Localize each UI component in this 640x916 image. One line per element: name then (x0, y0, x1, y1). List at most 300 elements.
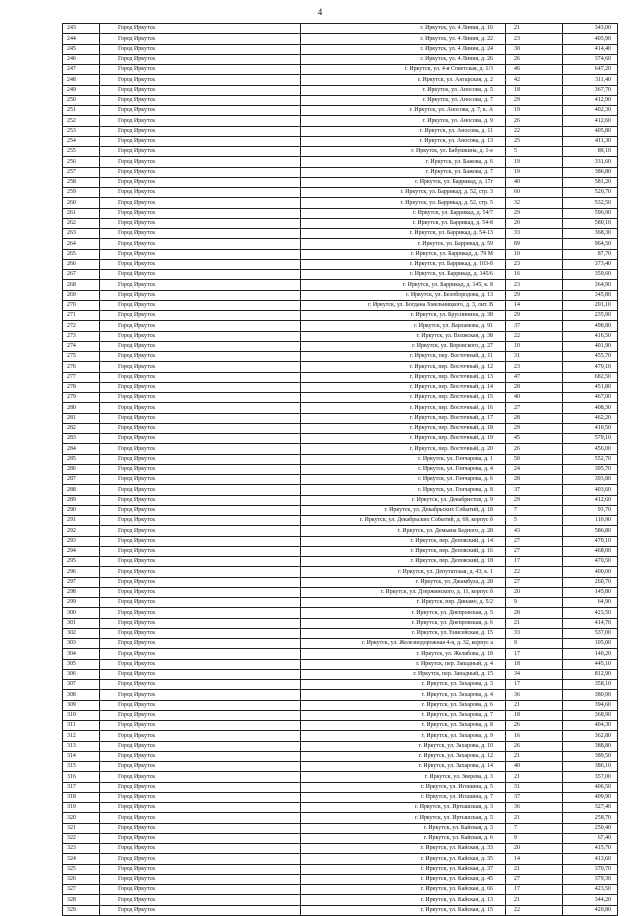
area-cell: 311,40 (563, 75, 618, 85)
area-cell: 343,00 (563, 24, 618, 34)
apartments-cell: 46 (506, 65, 563, 75)
address-cell: г. Иркутск, ул. 4 Линия, д. 24 (301, 44, 506, 54)
city-cell: Город Иркутск (100, 608, 301, 618)
row-number: 282 (63, 423, 100, 433)
city-cell: Город Иркутск (100, 116, 301, 126)
city-cell: Город Иркутск (100, 587, 301, 597)
area-cell: 416,50 (563, 331, 618, 341)
row-number: 243 (63, 24, 100, 34)
city-cell: Город Иркутск (100, 782, 301, 792)
address-cell: г. Иркутск, ул. Демьяна Бедного, д. 28 (301, 526, 506, 536)
city-cell: Город Иркутск (100, 44, 301, 54)
city-cell: Город Иркутск (100, 54, 301, 64)
address-cell: г. Иркутск, ул. Баррикад, д. 17г (301, 177, 506, 187)
address-cell: г. Иркутск, ул. Кайская, д. 13 (301, 895, 506, 905)
address-cell: г. Иркутск, ул. Кайская, д. 6 (301, 833, 506, 843)
table-row (63, 485, 618, 495)
row-number: 310 (63, 710, 100, 720)
row-number: 245 (63, 44, 100, 54)
apartments-cell: 36 (506, 803, 563, 813)
table-row (63, 475, 618, 485)
table-row (63, 669, 618, 679)
area-cell: 400,00 (563, 567, 618, 577)
city-cell: Город Иркутск (100, 485, 301, 495)
city-cell: Город Иркутск (100, 536, 301, 546)
table-row (63, 188, 618, 198)
city-cell: Город Иркутск (100, 598, 301, 608)
address-cell: г. Иркутск, пер. Восточный, д. 14 (301, 382, 506, 392)
apartments-cell: 28 (506, 382, 563, 392)
city-cell: Город Иркутск (100, 700, 301, 710)
row-number: 273 (63, 331, 100, 341)
area-cell: 580,10 (563, 218, 618, 228)
address-cell: г. Иркутск, ул. Баррикад, д. 54/7 (301, 208, 506, 218)
area-cell: 401,90 (563, 341, 618, 351)
address-cell: г. Иркутск, ул. Баррикад, д. 145/6 (301, 270, 506, 280)
address-cell: г. Иркутск, ул. Аносова, д. 11 (301, 126, 506, 136)
area-cell: 201,10 (563, 300, 618, 310)
table-row (63, 403, 618, 413)
apartments-cell: 22 (506, 331, 563, 341)
apartments-cell: 26 (506, 54, 563, 64)
area-cell: 456,00 (563, 444, 618, 454)
row-number: 269 (63, 290, 100, 300)
area-cell: 87,70 (563, 249, 618, 259)
area-cell: 470,50 (563, 557, 618, 567)
row-number: 264 (63, 239, 100, 249)
area-cell: 89,10 (563, 147, 618, 157)
row-number: 297 (63, 577, 100, 587)
area-cell: 405,80 (563, 126, 618, 136)
city-cell: Город Иркутск (100, 813, 301, 823)
address-cell: г. Иркутск, ул. Кайская, д. 45 (301, 874, 506, 884)
address-cell: г. Иркутск, ул. Кайская, д. 37 (301, 864, 506, 874)
row-number: 244 (63, 34, 100, 44)
table-row (63, 382, 618, 392)
address-cell: г. Иркутск, ул. Баррикад, д. 54-8 (301, 218, 506, 228)
row-number: 286 (63, 464, 100, 474)
area-cell: 140,20 (563, 649, 618, 659)
row-number: 298 (63, 587, 100, 597)
table-row (63, 198, 618, 208)
address-cell: г. Иркутск, ул. Игошина, д. 7 (301, 792, 506, 802)
apartments-cell: 27 (506, 577, 563, 587)
table-row (63, 567, 618, 577)
area-cell: 423,50 (563, 885, 618, 895)
housing-table (62, 23, 618, 916)
address-cell: г. Иркутск, ул. Баррикад, д. 59 (301, 239, 506, 249)
apartments-cell: 40 (506, 762, 563, 772)
row-number: 271 (63, 311, 100, 321)
city-cell: Город Иркутск (100, 65, 301, 75)
area-cell: 423,50 (563, 608, 618, 618)
address-cell: г. Иркутск, ул. Кайская, д. 66 (301, 885, 506, 895)
area-cell: 455,70 (563, 352, 618, 362)
apartments-cell: 89 (506, 239, 563, 249)
table-row (63, 75, 618, 85)
address-cell: г. Иркутск, ул. Белобородова, д. 13 (301, 290, 506, 300)
apartments-cell: 26 (506, 741, 563, 751)
apartments-cell: 9 (506, 639, 563, 649)
city-cell: Город Иркутск (100, 690, 301, 700)
row-number: 313 (63, 741, 100, 751)
row-number: 251 (63, 106, 100, 116)
row-number: 252 (63, 116, 100, 126)
apartments-cell: 45 (506, 434, 563, 444)
city-cell: Город Иркутск (100, 434, 301, 444)
apartments-cell: 9 (506, 598, 563, 608)
row-number: 276 (63, 362, 100, 372)
row-number: 315 (63, 762, 100, 772)
area-cell: 367,70 (563, 85, 618, 95)
city-cell: Город Иркутск (100, 803, 301, 813)
city-cell: Город Иркутск (100, 792, 301, 802)
table-row (63, 300, 618, 310)
apartments-cell: 40 (506, 177, 563, 187)
address-cell: г. Иркутск, пер. Восточный, д. 20 (301, 444, 506, 454)
city-cell: Город Иркутск (100, 454, 301, 464)
row-number: 256 (63, 157, 100, 167)
table-row (63, 762, 618, 772)
apartments-cell: 10 (506, 249, 563, 259)
address-cell: г. Иркутск, ул. Кайская, д. 35 (301, 854, 506, 864)
city-cell: Город Иркутск (100, 628, 301, 638)
row-number: 257 (63, 167, 100, 177)
area-cell: 579,10 (563, 434, 618, 444)
row-number: 319 (63, 803, 100, 813)
row-number: 311 (63, 721, 100, 731)
area-cell: 395,70 (563, 464, 618, 474)
area-cell: 67,40 (563, 833, 618, 843)
city-cell: Город Иркутск (100, 208, 301, 218)
address-cell: г. Иркутск, ул. Бажова, д. 6 (301, 157, 506, 167)
apartments-cell: 37 (506, 321, 563, 331)
city-cell: Город Иркутск (100, 341, 301, 351)
address-cell: г. Иркутск, ул. Баррикад, д. 54-13 (301, 229, 506, 239)
address-cell: г. Иркутск, ул. Гончарова, д. 4 (301, 464, 506, 474)
apartments-cell: 29 (506, 208, 563, 218)
area-cell: 406,50 (563, 782, 618, 792)
row-number: 262 (63, 218, 100, 228)
apartments-cell: 20 (506, 218, 563, 228)
apartments-cell: 18 (506, 710, 563, 720)
area-cell: 64,90 (563, 598, 618, 608)
row-number: 301 (63, 618, 100, 628)
row-number: 279 (63, 393, 100, 403)
apartments-cell: 27 (506, 536, 563, 546)
address-cell: г. Иркутск, пер. Деповский, д. 18 (301, 557, 506, 567)
area-cell: 358,10 (563, 680, 618, 690)
apartments-cell: 18 (506, 659, 563, 669)
address-cell: г. Иркутск, ул. Аносова, д. 7, к. А (301, 106, 506, 116)
apartments-cell: 21 (506, 700, 563, 710)
row-number: 280 (63, 403, 100, 413)
area-cell: 532,50 (563, 198, 618, 208)
row-number: 266 (63, 259, 100, 269)
city-cell: Город Иркутск (100, 280, 301, 290)
area-cell: 235,90 (563, 311, 618, 321)
apartments-cell: 26 (506, 721, 563, 731)
apartments-cell: 19 (506, 157, 563, 167)
apartments-cell: 36 (506, 690, 563, 700)
city-cell: Город Иркутск (100, 382, 301, 392)
city-cell: Город Иркутск (100, 577, 301, 587)
table-row (63, 321, 618, 331)
address-cell: г. Иркутск, ул. Захарова, д. 12 (301, 751, 506, 761)
city-cell: Город Иркутск (100, 710, 301, 720)
city-cell: Город Иркутск (100, 423, 301, 433)
address-cell: г. Иркутск, пер. Деповский, д. 14 (301, 536, 506, 546)
table-row (63, 54, 618, 64)
table-row (63, 249, 618, 259)
city-cell: Город Иркутск (100, 546, 301, 556)
table-row (63, 167, 618, 177)
apartments-cell: 16 (506, 731, 563, 741)
apartments-cell: 21 (506, 895, 563, 905)
area-cell: 409,90 (563, 792, 618, 802)
city-cell: Город Иркутск (100, 157, 301, 167)
table-row (63, 290, 618, 300)
city-cell: Город Иркутск (100, 352, 301, 362)
area-cell: 357,00 (563, 772, 618, 782)
area-cell: 258,70 (563, 813, 618, 823)
area-cell: 364,90 (563, 280, 618, 290)
city-cell: Город Иркутск (100, 167, 301, 177)
city-cell: Город Иркутск (100, 885, 301, 895)
apartments-cell: 21 (506, 772, 563, 782)
area-cell: 413,60 (563, 854, 618, 864)
address-cell: г. Иркутск, пер. Деповский, д. 16 (301, 546, 506, 556)
area-cell: 412,60 (563, 116, 618, 126)
table-row (63, 464, 618, 474)
address-cell: г. Иркутск, ул. Днепровская, д. 5 (301, 608, 506, 618)
table-row (63, 126, 618, 136)
table-row (63, 895, 618, 905)
table-row (63, 229, 618, 239)
city-cell: Город Иркутск (100, 762, 301, 772)
apartments-cell: 26 (506, 116, 563, 126)
table-row (63, 639, 618, 649)
city-cell: Город Иркутск (100, 331, 301, 341)
row-number: 261 (63, 208, 100, 218)
city-cell: Город Иркутск (100, 147, 301, 157)
area-cell: 374,60 (563, 54, 618, 64)
area-cell: 327,40 (563, 803, 618, 813)
row-number: 304 (63, 649, 100, 659)
area-cell: 467,00 (563, 393, 618, 403)
area-cell: 647,20 (563, 65, 618, 75)
table-body (63, 24, 618, 916)
address-cell: г. Иркутск, ул. Днепровская, д. 6 (301, 618, 506, 628)
city-cell: Город Иркутск (100, 772, 301, 782)
area-cell: 389,50 (563, 751, 618, 761)
apartments-cell: 26 (506, 444, 563, 454)
area-cell: 462,20 (563, 413, 618, 423)
area-cell: 379,30 (563, 874, 618, 884)
city-cell: Город Иркутск (100, 823, 301, 833)
city-cell: Город Иркутск (100, 464, 301, 474)
address-cell: г. Иркутск, пер. Западный, д. 4 (301, 659, 506, 669)
row-number: 316 (63, 772, 100, 782)
table-row (63, 331, 618, 341)
apartments-cell: 14 (506, 854, 563, 864)
table-row (63, 557, 618, 567)
area-cell: 479,10 (563, 362, 618, 372)
row-number: 281 (63, 413, 100, 423)
apartments-cell: 27 (506, 874, 563, 884)
row-number: 324 (63, 854, 100, 864)
apartments-cell: 16 (506, 270, 563, 280)
table-row (63, 423, 618, 433)
area-cell: 410,50 (563, 423, 618, 433)
row-number: 307 (63, 680, 100, 690)
table-row (63, 536, 618, 546)
city-cell: Город Иркутск (100, 75, 301, 85)
address-cell: г. Иркутск, пер. Западный, д. 15 (301, 669, 506, 679)
table-row (63, 649, 618, 659)
apartments-cell: 27 (506, 403, 563, 413)
address-cell: г. Иркутск, ул. Декабрьских Событий, д. 69, корпус б (301, 516, 506, 526)
address-cell: г. Иркутск, ул. Баррикад, д. 79 М (301, 249, 506, 259)
apartments-cell: 21 (506, 618, 563, 628)
address-cell: г. Иркутск, ул. Баррикад, д. 52, стр. 5 (301, 198, 506, 208)
table-row (63, 136, 618, 146)
row-number: 323 (63, 844, 100, 854)
city-cell: Город Иркутск (100, 106, 301, 116)
row-number: 306 (63, 669, 100, 679)
apartments-cell: 30 (506, 44, 563, 54)
row-number: 277 (63, 372, 100, 382)
city-cell: Город Иркутск (100, 372, 301, 382)
address-cell: г. Иркутск, ул. Ангарская, д. 2 (301, 75, 506, 85)
area-cell: 105,00 (563, 639, 618, 649)
area-cell: 812,90 (563, 669, 618, 679)
row-number: 287 (63, 475, 100, 485)
row-number: 327 (63, 885, 100, 895)
table-row (63, 833, 618, 843)
city-cell: Город Иркутск (100, 300, 301, 310)
table-row (63, 844, 618, 854)
area-cell: 445,10 (563, 659, 618, 669)
city-cell: Город Иркутск (100, 198, 301, 208)
area-cell: 405,90 (563, 34, 618, 44)
row-number: 308 (63, 690, 100, 700)
table-row (63, 372, 618, 382)
area-cell: 682,50 (563, 372, 618, 382)
table-row (63, 239, 618, 249)
area-cell: 145,80 (563, 587, 618, 597)
table-row (63, 393, 618, 403)
apartments-cell: 21 (506, 751, 563, 761)
area-cell: 404,30 (563, 721, 618, 731)
area-cell: 420,80 (563, 905, 618, 915)
city-cell: Город Иркутск (100, 393, 301, 403)
row-number: 247 (63, 65, 100, 75)
area-cell: 362,80 (563, 731, 618, 741)
area-cell: 412,60 (563, 495, 618, 505)
table-row (63, 741, 618, 751)
apartments-cell: 29 (506, 311, 563, 321)
apartments-cell: 33 (506, 229, 563, 239)
row-number: 283 (63, 434, 100, 444)
apartments-cell: 37 (506, 792, 563, 802)
row-number: 320 (63, 813, 100, 823)
address-cell: г. Иркутск, ул. Волжская, д. 38 (301, 331, 506, 341)
row-number: 294 (63, 546, 100, 556)
city-cell: Город Иркутск (100, 177, 301, 187)
table-row (63, 106, 618, 116)
table-row (63, 208, 618, 218)
apartments-cell: 29 (506, 423, 563, 433)
city-cell: Город Иркутск (100, 659, 301, 669)
area-cell: 370,70 (563, 864, 618, 874)
row-number: 293 (63, 536, 100, 546)
address-cell: г. Иркутск, пер. Восточный, д. 13 (301, 372, 506, 382)
table-row (63, 608, 618, 618)
apartments-cell: 19 (506, 106, 563, 116)
row-number: 255 (63, 147, 100, 157)
apartments-cell: 27 (506, 546, 563, 556)
apartments-cell: 7 (506, 505, 563, 515)
apartments-cell: 21 (506, 864, 563, 874)
city-cell: Город Иркутск (100, 259, 301, 269)
apartments-cell: 7 (506, 823, 563, 833)
area-cell: 386,10 (563, 762, 618, 772)
city-cell: Город Иркутск (100, 731, 301, 741)
city-cell: Город Иркутск (100, 669, 301, 679)
address-cell: г. Иркутск, ул. Аносова, д. 13 (301, 136, 506, 146)
table-row (63, 65, 618, 75)
apartments-cell: 40 (506, 393, 563, 403)
area-cell: 520,70 (563, 188, 618, 198)
city-cell: Город Иркутск (100, 567, 301, 577)
city-cell: Город Иркутск (100, 403, 301, 413)
city-cell: Город Иркутск (100, 895, 301, 905)
city-cell: Город Иркутск (100, 239, 301, 249)
table-row (63, 885, 618, 895)
address-cell: г. Иркутск, ул. Енисейская, д. 15 (301, 628, 506, 638)
apartments-cell: 28 (506, 413, 563, 423)
table-row (63, 116, 618, 126)
row-number: 309 (63, 700, 100, 710)
table-row (63, 85, 618, 95)
table-row (63, 813, 618, 823)
table-row (63, 362, 618, 372)
apartments-cell: 34 (506, 669, 563, 679)
table-row (63, 874, 618, 884)
city-cell: Город Иркутск (100, 751, 301, 761)
table-row (63, 157, 618, 167)
city-cell: Город Иркутск (100, 270, 301, 280)
city-cell: Город Иркутск (100, 844, 301, 854)
area-cell: 386,80 (563, 167, 618, 177)
area-cell: 359,60 (563, 270, 618, 280)
row-number: 318 (63, 792, 100, 802)
address-cell: г. Иркутск, ул. Кайская, д. 3 (301, 823, 506, 833)
address-cell: г. Иркутск, ул. Бруснинина, д. 38 (301, 311, 506, 321)
address-cell: г. Иркутск, ул. Зверева, д. 3 (301, 772, 506, 782)
city-cell: Город Иркутск (100, 136, 301, 146)
table-row (63, 721, 618, 731)
area-cell: 498,80 (563, 321, 618, 331)
row-number: 326 (63, 874, 100, 884)
city-cell: Город Иркутск (100, 516, 301, 526)
table-row (63, 454, 618, 464)
city-cell: Город Иркутск (100, 854, 301, 864)
table-row (63, 710, 618, 720)
table-row (63, 598, 618, 608)
area-cell: 596,90 (563, 208, 618, 218)
